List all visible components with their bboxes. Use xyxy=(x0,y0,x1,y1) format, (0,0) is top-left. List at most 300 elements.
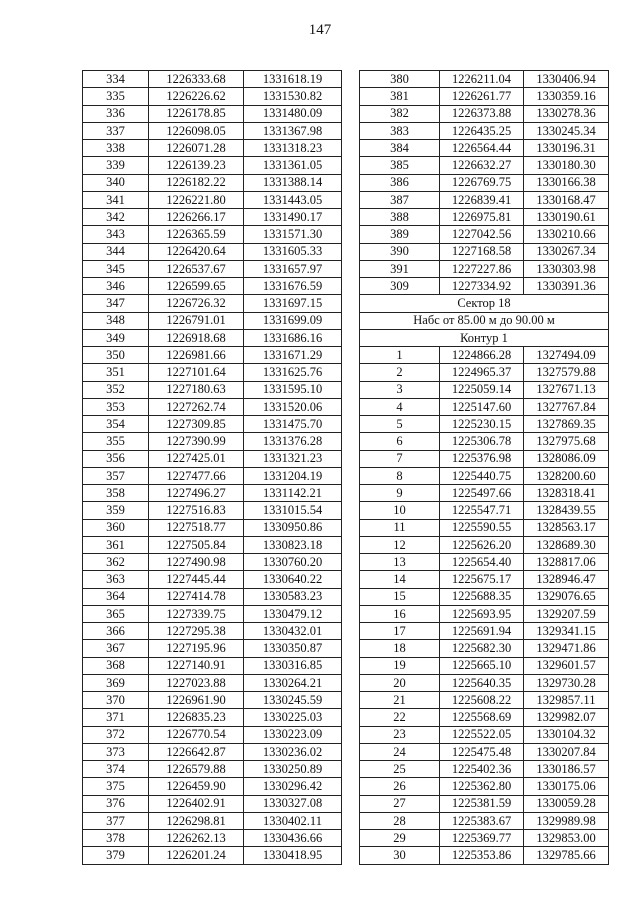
coordinate-x: 1227445.44 xyxy=(149,571,244,588)
coordinate-y: 1331388.14 xyxy=(244,174,342,191)
coordinate-y: 1330640.22 xyxy=(244,571,342,588)
coordinate-y: 1331204.19 xyxy=(244,467,342,484)
coordinate-x: 1227334.92 xyxy=(440,278,524,295)
coordinate-x: 1226211.04 xyxy=(440,71,524,88)
coordinate-y: 1331699.09 xyxy=(244,312,342,329)
coordinate-x: 1226262.13 xyxy=(149,830,244,847)
point-number: 30 xyxy=(360,847,440,864)
point-number: 366 xyxy=(83,623,149,640)
coordinate-y: 1330479.12 xyxy=(244,605,342,622)
coordinate-x: 1226435.25 xyxy=(440,122,524,139)
point-number: 370 xyxy=(83,692,149,709)
coordinate-x: 1226459.90 xyxy=(149,778,244,795)
point-number: 369 xyxy=(83,674,149,691)
point-number: 360 xyxy=(83,519,149,536)
coordinate-x: 1226365.59 xyxy=(149,226,244,243)
point-number: 17 xyxy=(360,623,440,640)
coordinate-y: 1330104.32 xyxy=(524,726,609,743)
coordinate-x: 1225590.55 xyxy=(440,519,524,536)
coordinate-y: 1331443.05 xyxy=(244,191,342,208)
coordinate-x: 1225475.48 xyxy=(440,743,524,760)
coordinate-y: 1330223.09 xyxy=(244,726,342,743)
point-number: 341 xyxy=(83,191,149,208)
coordinate-x: 1227227.86 xyxy=(440,260,524,277)
table-row xyxy=(83,657,342,674)
point-number: 358 xyxy=(83,485,149,502)
coordinate-y: 1331015.54 xyxy=(244,502,342,519)
point-number: 1 xyxy=(360,347,440,364)
point-number: 372 xyxy=(83,726,149,743)
coordinate-y: 1330823.18 xyxy=(244,536,342,553)
table-row xyxy=(360,226,609,243)
coordinate-y: 1329471.86 xyxy=(524,640,609,657)
coordinate-y: 1330245.34 xyxy=(524,122,609,139)
coordinate-x: 1226839.41 xyxy=(440,191,524,208)
coordinate-y: 1330432.01 xyxy=(244,623,342,640)
coordinate-y: 1329601.57 xyxy=(524,657,609,674)
point-number: 344 xyxy=(83,243,149,260)
table-row xyxy=(360,588,609,605)
coordinate-x: 1227295.38 xyxy=(149,623,244,640)
point-number: 383 xyxy=(360,122,440,139)
coordinate-x: 1225369.77 xyxy=(440,830,524,847)
table-row xyxy=(83,243,342,260)
table-row xyxy=(360,467,609,484)
coordinate-y: 1331671.29 xyxy=(244,347,342,364)
coordinate-x: 1227516.83 xyxy=(149,502,244,519)
table-row xyxy=(83,674,342,691)
point-number: 391 xyxy=(360,260,440,277)
point-number: 9 xyxy=(360,485,440,502)
point-number: 378 xyxy=(83,830,149,847)
coordinate-x: 1226226.62 xyxy=(149,88,244,105)
point-number: 15 xyxy=(360,588,440,605)
coordinate-y: 1327975.68 xyxy=(524,433,609,450)
coordinate-y: 1328318.41 xyxy=(524,485,609,502)
table-row xyxy=(83,260,342,277)
coordinate-x: 1225688.35 xyxy=(440,588,524,605)
coordinate-x: 1226918.68 xyxy=(149,329,244,346)
coordinate-x: 1225362.80 xyxy=(440,778,524,795)
table-row xyxy=(83,364,342,381)
coordinate-x: 1226221.80 xyxy=(149,191,244,208)
point-number: 336 xyxy=(83,105,149,122)
coordinate-x: 1226579.88 xyxy=(149,761,244,778)
coordinate-y: 1330059.28 xyxy=(524,795,609,812)
point-number: 6 xyxy=(360,433,440,450)
table-row xyxy=(83,709,342,726)
table-row xyxy=(83,71,342,88)
coordinate-x: 1225306.78 xyxy=(440,433,524,450)
coordinate-y: 1329730.28 xyxy=(524,674,609,691)
coordinate-x: 1225059.14 xyxy=(440,381,524,398)
point-number: 389 xyxy=(360,226,440,243)
table-row xyxy=(83,347,342,364)
coordinate-x: 1225376.98 xyxy=(440,450,524,467)
point-number: 18 xyxy=(360,640,440,657)
point-number: 377 xyxy=(83,812,149,829)
coordinate-y: 1329989.98 xyxy=(524,812,609,829)
table-row xyxy=(360,847,609,864)
coordinate-y: 1331697.15 xyxy=(244,295,342,312)
table-row xyxy=(360,260,609,277)
point-number: 16 xyxy=(360,605,440,622)
coordinate-x: 1226182.22 xyxy=(149,174,244,191)
table-row xyxy=(360,450,609,467)
point-number: 379 xyxy=(83,847,149,864)
table-row xyxy=(360,398,609,415)
point-number: 12 xyxy=(360,536,440,553)
table-row xyxy=(360,191,609,208)
point-number: 371 xyxy=(83,709,149,726)
coordinate-y: 1330190.61 xyxy=(524,209,609,226)
table-row xyxy=(360,416,609,433)
table-row xyxy=(360,554,609,571)
coordinate-x: 1225353.86 xyxy=(440,847,524,864)
table-row xyxy=(360,122,609,139)
point-number: 13 xyxy=(360,554,440,571)
coordinate-y: 1331571.30 xyxy=(244,226,342,243)
table-row xyxy=(360,709,609,726)
point-number: 340 xyxy=(83,174,149,191)
coordinate-x: 1227390.99 xyxy=(149,433,244,450)
table-row xyxy=(83,398,342,415)
point-number: 334 xyxy=(83,71,149,88)
coordinate-y: 1330207.84 xyxy=(524,743,609,760)
table-row xyxy=(83,588,342,605)
point-number: 367 xyxy=(83,640,149,657)
coordinate-x: 1225608.22 xyxy=(440,692,524,709)
table-row xyxy=(83,88,342,105)
point-number: 382 xyxy=(360,105,440,122)
table-row xyxy=(83,191,342,208)
coordinate-x: 1225230.15 xyxy=(440,416,524,433)
coordinate-y: 1330391.36 xyxy=(524,278,609,295)
table-row xyxy=(83,640,342,657)
coordinate-x: 1225381.59 xyxy=(440,795,524,812)
coordinate-y: 1329341.15 xyxy=(524,623,609,640)
table-row xyxy=(360,778,609,795)
coordinates-table-left xyxy=(82,70,342,865)
coordinate-x: 1225547.71 xyxy=(440,502,524,519)
coordinate-x: 1227339.75 xyxy=(149,605,244,622)
point-number: 342 xyxy=(83,209,149,226)
coordinate-y: 1330236.02 xyxy=(244,743,342,760)
point-number: 19 xyxy=(360,657,440,674)
coordinate-y: 1328817.06 xyxy=(524,554,609,571)
point-number: 363 xyxy=(83,571,149,588)
point-number: 364 xyxy=(83,588,149,605)
point-number: 388 xyxy=(360,209,440,226)
point-number: 385 xyxy=(360,157,440,174)
coordinate-y: 1328689.30 xyxy=(524,536,609,553)
coordinate-y: 1330168.47 xyxy=(524,191,609,208)
coordinate-x: 1227180.63 xyxy=(149,381,244,398)
table-row xyxy=(83,761,342,778)
table-row xyxy=(83,122,342,139)
coordinate-y: 1330196.31 xyxy=(524,140,609,157)
point-number: 4 xyxy=(360,398,440,415)
point-number: 309 xyxy=(360,278,440,295)
coordinate-y: 1331142.21 xyxy=(244,485,342,502)
point-number: 345 xyxy=(83,260,149,277)
table-row xyxy=(83,571,342,588)
coordinate-y: 1331686.16 xyxy=(244,329,342,346)
table-row xyxy=(360,536,609,553)
coordinate-x: 1225693.95 xyxy=(440,605,524,622)
table-row xyxy=(360,381,609,398)
contour-title: Контур 1 xyxy=(360,329,609,346)
coordinate-x: 1227101.64 xyxy=(149,364,244,381)
table-row xyxy=(360,71,609,88)
coordinate-x: 1225402.36 xyxy=(440,761,524,778)
table-row xyxy=(360,623,609,640)
table-row xyxy=(83,329,342,346)
point-number: 347 xyxy=(83,295,149,312)
point-number: 373 xyxy=(83,743,149,760)
table-row xyxy=(360,278,609,295)
coordinate-x: 1227425.01 xyxy=(149,450,244,467)
point-number: 381 xyxy=(360,88,440,105)
point-number: 374 xyxy=(83,761,149,778)
coordinate-y: 1327671.13 xyxy=(524,381,609,398)
point-number: 24 xyxy=(360,743,440,760)
coordinate-x: 1227505.84 xyxy=(149,536,244,553)
coordinate-x: 1226139.23 xyxy=(149,157,244,174)
table-row xyxy=(360,209,609,226)
coordinate-x: 1226178.85 xyxy=(149,105,244,122)
coordinate-y: 1330166.38 xyxy=(524,174,609,191)
sector-title: Сектор 18 xyxy=(360,295,609,312)
coordinate-x: 1226564.44 xyxy=(440,140,524,157)
coordinate-y: 1331321.23 xyxy=(244,450,342,467)
table-row xyxy=(83,554,342,571)
coordinate-y: 1330180.30 xyxy=(524,157,609,174)
point-number: 346 xyxy=(83,278,149,295)
point-number: 386 xyxy=(360,174,440,191)
coordinate-x: 1226642.87 xyxy=(149,743,244,760)
table-row xyxy=(83,605,342,622)
coordinate-x: 1226333.68 xyxy=(149,71,244,88)
table-row xyxy=(360,795,609,812)
table-row xyxy=(360,364,609,381)
coordinate-y: 1329785.66 xyxy=(524,847,609,864)
table-row xyxy=(83,812,342,829)
height-range-label: Набс от 85.00 м до 90.00 м xyxy=(360,312,609,329)
contour-header-row xyxy=(360,329,609,346)
table-row xyxy=(83,692,342,709)
coordinate-x: 1225626.20 xyxy=(440,536,524,553)
table-row xyxy=(360,347,609,364)
table-row xyxy=(83,519,342,536)
coordinate-x: 1226599.65 xyxy=(149,278,244,295)
point-number: 376 xyxy=(83,795,149,812)
coordinate-x: 1226791.01 xyxy=(149,312,244,329)
point-number: 365 xyxy=(83,605,149,622)
coordinate-y: 1331475.70 xyxy=(244,416,342,433)
table-row xyxy=(360,605,609,622)
coordinate-y: 1329853.00 xyxy=(524,830,609,847)
coordinate-y: 1331376.28 xyxy=(244,433,342,450)
point-number: 357 xyxy=(83,467,149,484)
table-row xyxy=(83,295,342,312)
coordinate-x: 1225522.05 xyxy=(440,726,524,743)
coordinate-x: 1226201.24 xyxy=(149,847,244,864)
coordinate-y: 1331657.97 xyxy=(244,260,342,277)
table-row xyxy=(83,157,342,174)
coordinate-y: 1330760.20 xyxy=(244,554,342,571)
coordinate-y: 1331361.05 xyxy=(244,157,342,174)
coordinate-y: 1330359.16 xyxy=(524,88,609,105)
coordinate-x: 1226298.81 xyxy=(149,812,244,829)
point-number: 353 xyxy=(83,398,149,415)
point-number: 14 xyxy=(360,571,440,588)
coordinate-y: 1330278.36 xyxy=(524,105,609,122)
table-row xyxy=(83,502,342,519)
point-number: 390 xyxy=(360,243,440,260)
point-number: 387 xyxy=(360,191,440,208)
point-number: 362 xyxy=(83,554,149,571)
point-number: 351 xyxy=(83,364,149,381)
coordinate-x: 1225440.75 xyxy=(440,467,524,484)
coordinate-y: 1331676.59 xyxy=(244,278,342,295)
point-number: 350 xyxy=(83,347,149,364)
table-row xyxy=(83,416,342,433)
table-row xyxy=(83,140,342,157)
coordinate-y: 1330402.11 xyxy=(244,812,342,829)
point-number: 348 xyxy=(83,312,149,329)
coordinate-y: 1330950.86 xyxy=(244,519,342,536)
coordinate-x: 1226098.05 xyxy=(149,122,244,139)
table-row xyxy=(83,778,342,795)
coordinate-y: 1330210.66 xyxy=(524,226,609,243)
coordinate-x: 1226071.28 xyxy=(149,140,244,157)
table-row xyxy=(360,174,609,191)
table-row xyxy=(83,623,342,640)
coordinate-x: 1227023.88 xyxy=(149,674,244,691)
coordinate-x: 1226726.32 xyxy=(149,295,244,312)
table-row xyxy=(83,830,342,847)
coordinate-y: 1331625.76 xyxy=(244,364,342,381)
point-number: 3 xyxy=(360,381,440,398)
coordinate-x: 1226770.54 xyxy=(149,726,244,743)
point-number: 352 xyxy=(83,381,149,398)
coordinate-y: 1331520.06 xyxy=(244,398,342,415)
coordinate-y: 1330327.08 xyxy=(244,795,342,812)
coordinate-x: 1227309.85 xyxy=(149,416,244,433)
coordinate-y: 1327579.88 xyxy=(524,364,609,381)
table-row xyxy=(360,812,609,829)
coordinate-x: 1225640.35 xyxy=(440,674,524,691)
table-row xyxy=(360,830,609,847)
coordinate-x: 1226835.23 xyxy=(149,709,244,726)
coordinate-y: 1331367.98 xyxy=(244,122,342,139)
table-row xyxy=(83,278,342,295)
coordinate-x: 1226402.91 xyxy=(149,795,244,812)
coordinate-x: 1227477.66 xyxy=(149,467,244,484)
point-number: 8 xyxy=(360,467,440,484)
coordinate-x: 1225497.66 xyxy=(440,485,524,502)
coordinate-y: 1328086.09 xyxy=(524,450,609,467)
coordinate-y: 1329207.59 xyxy=(524,605,609,622)
table-row xyxy=(83,726,342,743)
coordinate-y: 1330245.59 xyxy=(244,692,342,709)
coordinate-x: 1225691.94 xyxy=(440,623,524,640)
coordinate-x: 1227195.96 xyxy=(149,640,244,657)
point-number: 368 xyxy=(83,657,149,674)
coordinate-y: 1330350.87 xyxy=(244,640,342,657)
coordinate-x: 1225682.30 xyxy=(440,640,524,657)
coordinate-x: 1226266.17 xyxy=(149,209,244,226)
coordinate-y: 1330418.95 xyxy=(244,847,342,864)
table-row xyxy=(83,450,342,467)
point-number: 5 xyxy=(360,416,440,433)
coordinate-y: 1331490.17 xyxy=(244,209,342,226)
table-row xyxy=(360,571,609,588)
table-row xyxy=(360,140,609,157)
point-number: 380 xyxy=(360,71,440,88)
coordinate-y: 1330583.23 xyxy=(244,588,342,605)
table-row xyxy=(360,674,609,691)
coordinate-y: 1328946.47 xyxy=(524,571,609,588)
table-row xyxy=(360,157,609,174)
table-row xyxy=(360,88,609,105)
coordinates-table-right xyxy=(359,70,609,865)
point-number: 26 xyxy=(360,778,440,795)
table-row xyxy=(83,847,342,864)
coordinate-y: 1330250.89 xyxy=(244,761,342,778)
page-number: 147 xyxy=(308,22,332,38)
point-number: 338 xyxy=(83,140,149,157)
point-number: 11 xyxy=(360,519,440,536)
coordinate-x: 1226261.77 xyxy=(440,88,524,105)
coordinate-x: 1226537.67 xyxy=(149,260,244,277)
coordinate-y: 1330316.85 xyxy=(244,657,342,674)
sector-header-row xyxy=(360,295,609,312)
coordinate-x: 1226420.64 xyxy=(149,243,244,260)
coordinate-y: 1330296.42 xyxy=(244,778,342,795)
coordinate-x: 1226981.66 xyxy=(149,347,244,364)
table-row xyxy=(360,657,609,674)
table-row xyxy=(83,105,342,122)
coordinate-x: 1227042.56 xyxy=(440,226,524,243)
coordinate-x: 1226975.81 xyxy=(440,209,524,226)
coordinate-y: 1327869.35 xyxy=(524,416,609,433)
coordinate-x: 1227496.27 xyxy=(149,485,244,502)
table-row xyxy=(83,381,342,398)
point-number: 335 xyxy=(83,88,149,105)
coordinate-y: 1328439.55 xyxy=(524,502,609,519)
coordinate-y: 1331480.09 xyxy=(244,105,342,122)
coordinate-y: 1331618.19 xyxy=(244,71,342,88)
point-number: 2 xyxy=(360,364,440,381)
table-row xyxy=(83,209,342,226)
table-row xyxy=(83,467,342,484)
table-row xyxy=(83,795,342,812)
point-number: 29 xyxy=(360,830,440,847)
coordinate-y: 1330175.06 xyxy=(524,778,609,795)
table-row xyxy=(83,226,342,243)
coordinate-x: 1225383.67 xyxy=(440,812,524,829)
coordinate-y: 1330225.03 xyxy=(244,709,342,726)
coordinate-y: 1331605.33 xyxy=(244,243,342,260)
coordinate-x: 1225147.60 xyxy=(440,398,524,415)
coordinate-x: 1227414.78 xyxy=(149,588,244,605)
coordinate-y: 1330436.66 xyxy=(244,830,342,847)
point-number: 356 xyxy=(83,450,149,467)
point-number: 22 xyxy=(360,709,440,726)
point-number: 355 xyxy=(83,433,149,450)
